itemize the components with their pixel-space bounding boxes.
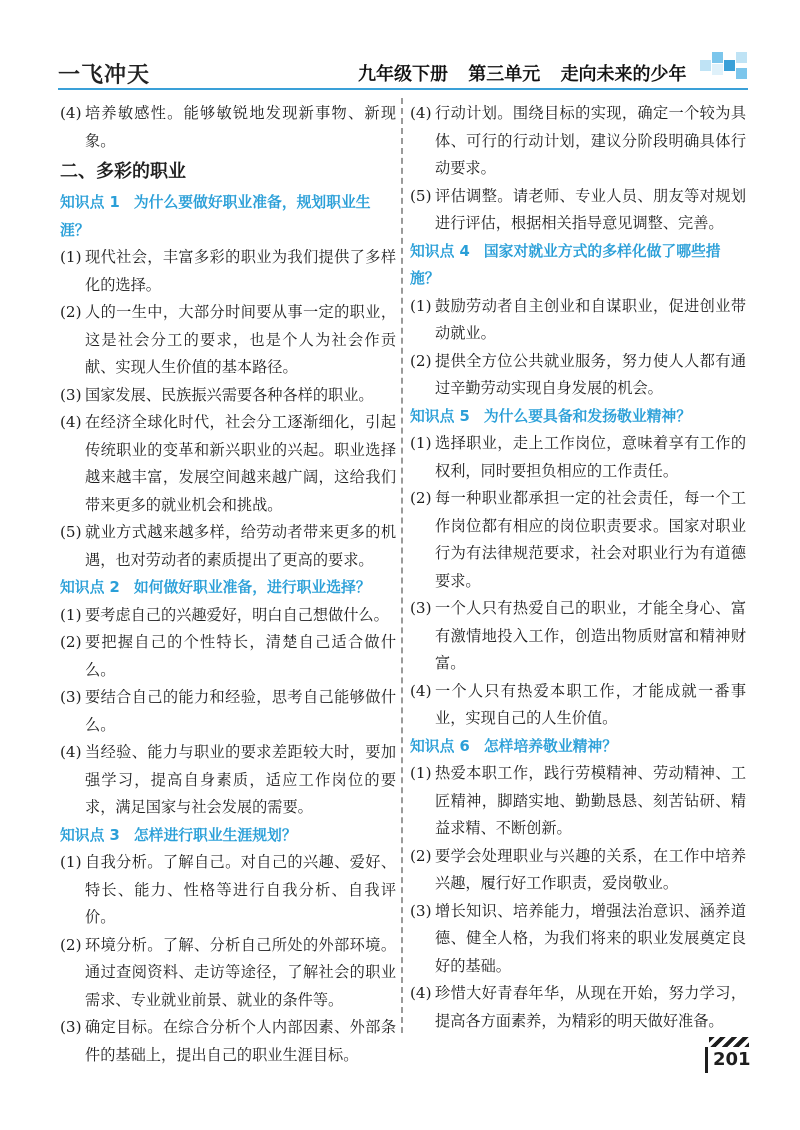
knowledge-point-list xyxy=(410,293,746,403)
list-item xyxy=(410,980,746,1035)
knowledge-point-list xyxy=(410,430,746,733)
list-item xyxy=(60,684,396,739)
list-item xyxy=(60,932,396,1015)
list-item-number: (3) xyxy=(60,385,82,404)
list-item-text: 选择职业，走上工作岗位，意味着享有工作的权利，同时要担负相应的工作责任。 xyxy=(435,434,746,480)
list-item xyxy=(60,519,396,574)
list-item xyxy=(410,898,746,981)
list-item xyxy=(60,629,396,684)
list-item-text: 人的一生中，大部分时间要从事一定的职业，这是社会分工的要求，也是个人为社会作贡献、实现人生价值的基本路径。 xyxy=(85,303,396,376)
header-unit-title: 走向未来的少年 xyxy=(560,64,687,85)
page-number-stripes-icon xyxy=(709,1037,749,1047)
list-item xyxy=(60,299,396,382)
list-item xyxy=(410,100,746,183)
list-item-number: (3) xyxy=(60,688,82,706)
left-column xyxy=(60,100,396,1069)
list-item xyxy=(410,595,746,678)
header-title xyxy=(358,60,701,86)
list-item-text: 珍惜大好青春年华，从现在开始，努力学习，提高各方面素养，为精彩的明天做好准备。 xyxy=(435,984,746,1030)
list-item-text: 国家发展、民族振兴需要各种各样的职业。 xyxy=(85,385,374,404)
list-item-number: (2) xyxy=(410,846,432,865)
list-item-number: (5) xyxy=(410,186,432,205)
list-item-text: 热爱本职工作，践行劳模精神、劳动精神、工匠精神，脚踏实地、勤勤恳恳、刻苦钻研、精益求精、不断创新。 xyxy=(435,764,746,837)
list-item-number: (2) xyxy=(60,633,82,651)
header-rule xyxy=(58,88,748,90)
list-item-number: (1) xyxy=(60,248,82,266)
list-item xyxy=(410,293,746,348)
knowledge-point-list xyxy=(410,100,746,238)
list-item-text: 一个人只有热爱本职工作，才能成就一番事业，实现自己的人生价值。 xyxy=(435,681,746,727)
page-header xyxy=(0,0,800,96)
list-item-text: 在经济全球化时代，社会分工逐渐细化，引起传统职业的变革和新兴职业的兴起。职业选择越来越丰富，发展空间越来越广阔，这给我们带来更多的就业机会和挑战。 xyxy=(85,413,396,514)
list-item xyxy=(410,485,746,595)
list-item xyxy=(60,739,396,822)
list-item-number: (4) xyxy=(60,743,82,761)
list-item xyxy=(60,602,396,630)
list-item-number: (5) xyxy=(60,523,82,541)
knowledge-point-heading: 知识点 4 国家对就业方式的多样化做了哪些措施？ xyxy=(410,242,721,287)
list-item-number: (2) xyxy=(60,935,82,954)
header-grade: 九年级下册 xyxy=(358,64,448,85)
list-item-number: (1) xyxy=(410,434,432,452)
list-item xyxy=(60,409,396,519)
list-item-number: (4) xyxy=(410,104,432,122)
brand-logo xyxy=(58,58,150,89)
list-item-number: (4) xyxy=(60,413,82,431)
list-item xyxy=(410,843,746,898)
list-item-number: (1) xyxy=(410,296,432,315)
list-item-text: 要考虑自己的兴趣爱好，明白自己想做什么。 xyxy=(85,605,389,624)
list-item-text: 要把握自己的个性特长，清楚自己适合做什么。 xyxy=(85,633,396,679)
list-item-text: 一个人只有热爱自己的职业，才能全身心、富有激情地投入工作，创造出物质财富和精神财富。 xyxy=(435,599,746,672)
brand-text: 一飞冲天 xyxy=(58,62,151,88)
list-item-number: (4) xyxy=(410,681,432,700)
list-item-text: 每一种职业都承担一定的社会责任，每一个工作岗位都有相应的岗位职责要求。国家对职业行为有法律规范要求，社会对职业行为有道德要求。 xyxy=(435,489,746,590)
list-item-text: 行动计划。围绕目标的实现，确定一个较为具体、可行的行动计划，建议分阶段明确具体行动要求。 xyxy=(435,104,746,177)
list-item-text: 自我分析。了解自己。对自己的兴趣、爱好、特长、能力、性格等进行自我分析、自我评价。 xyxy=(85,853,396,926)
list-item-number: (1) xyxy=(60,853,82,871)
right-column xyxy=(410,100,746,1035)
list-item xyxy=(410,430,746,485)
list-item-number: (2) xyxy=(60,303,82,321)
list-item-text: 要结合自己的能力和经验，思考自己能够做什么。 xyxy=(85,688,396,734)
knowledge-point-heading: 知识点 3 怎样进行职业生涯规划？ xyxy=(60,826,297,844)
list-item-text: 现代社会，丰富多彩的职业为我们提供了多样化的选择。 xyxy=(85,248,396,294)
list-item-text: 增长知识、培养能力，增强法治意识、涵养道德、健全人格，为我们将来的职业发展奠定良好的基础。 xyxy=(435,901,746,975)
list-item-number: (2) xyxy=(410,351,432,370)
knowledge-point-heading: 知识点 2 如何做好职业准备，进行职业选择？ xyxy=(60,579,371,596)
list-item-text: 要学会处理职业与兴趣的关系，在工作中培养兴趣，履行好工作职责，爱岗敬业。 xyxy=(435,846,746,892)
knowledge-point-list xyxy=(60,244,396,574)
list-item-text: 当经验、能力与职业的要求差距较大时，要加强学习，提高自身素质，适应工作岗位的要求，满足国家与社会发展的需要。 xyxy=(85,743,396,816)
header-unit: 第三单元 xyxy=(468,64,541,85)
list-item-number: (4) xyxy=(410,984,432,1002)
list-item-number: (1) xyxy=(410,764,432,782)
list-item xyxy=(60,382,396,410)
list-item-text: 就业方式越来越多样，给劳动者带来更多的机遇，也对劳动者的素质提出了更高的要求。 xyxy=(85,523,396,569)
knowledge-point-list xyxy=(60,602,396,822)
list-item-number: (2) xyxy=(410,489,432,507)
list-item xyxy=(60,244,396,299)
page-number-badge xyxy=(705,1037,753,1077)
knowledge-point-list xyxy=(410,760,746,1035)
list-item-text: 提供全方位公共就业服务，努力使人人都有通过辛勤劳动实现自身发展的机会。 xyxy=(435,351,746,397)
section-title: 二、多彩的职业 xyxy=(60,161,186,182)
list-item-text: 鼓励劳动者自主创业和自谋职业，促进创业带动就业。 xyxy=(435,296,746,342)
column-divider xyxy=(401,98,403,1033)
knowledge-point-heading: 知识点 6 怎样培养敬业精神？ xyxy=(410,737,618,755)
list-item-number: (3) xyxy=(410,901,432,920)
page-number: 201 xyxy=(713,1049,751,1070)
list-item xyxy=(60,849,396,932)
list-item: (4) 培养敏感性。能够敏锐地发现新事物、新现象。 xyxy=(60,104,396,150)
list-item-text: 确定目标。在综合分析个人内部因素、外部条件的基础上，提出自己的职业生涯目标。 xyxy=(85,1018,396,1064)
list-item xyxy=(410,678,746,733)
list-item xyxy=(410,348,746,403)
list-item-number: (3) xyxy=(60,1018,82,1036)
knowledge-point-heading: 知识点 5 为什么要具备和发扬敬业精神？ xyxy=(410,407,692,425)
list-item xyxy=(410,183,746,238)
list-item xyxy=(410,760,746,843)
list-item-number: (1) xyxy=(60,605,82,624)
list-item-text: 评估调整。请老师、专业人员、朋友等对规划进行评估，根据相关指导意见调整、完善。 xyxy=(435,186,746,232)
knowledge-point-list xyxy=(60,849,396,1069)
list-item-text: 环境分析。了解、分析自己所处的外部环境。通过查阅资料、走访等途径，了解社会的职业需求、专业就业前景、就业的条件等。 xyxy=(85,935,396,1009)
knowledge-point-heading: 知识点 1 为什么要做好职业准备，规划职业生涯？ xyxy=(60,194,371,239)
list-item-number: (3) xyxy=(410,599,432,617)
list-item xyxy=(60,1014,396,1069)
